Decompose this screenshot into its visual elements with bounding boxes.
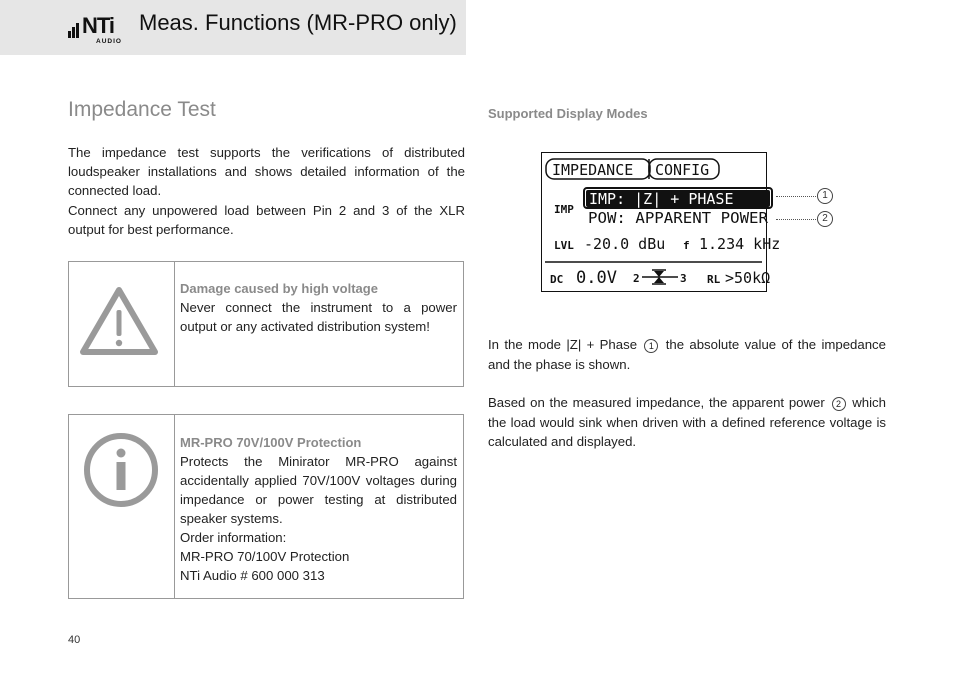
order-label: Order information: — [180, 530, 287, 545]
lcd-tab-impedance: IMPEDANCE — [552, 161, 634, 179]
logo-subtext: AUDIO — [96, 38, 122, 45]
lcd-side-label: IMP — [554, 203, 574, 216]
lcd-dc-label: DC — [550, 273, 564, 286]
nti-audio-logo — [68, 14, 128, 46]
callout-1-leader — [776, 196, 816, 197]
lcd-row-apparent-power: POW: APPARENT POWER — [588, 209, 770, 227]
lcd-f-label: f — [683, 239, 690, 252]
inline-callout-2: 2 — [832, 397, 846, 411]
warning-box — [68, 261, 464, 387]
chapter-title: Meas. Functions (MR-PRO only) — [139, 10, 457, 35]
callout-2-leader — [776, 219, 816, 220]
info-icon — [69, 415, 174, 525]
order-number: NTi Audio # 600 000 313 — [180, 568, 325, 583]
lcd-lvl-value: -20.0 dBu — [584, 235, 666, 253]
warning-triangle-icon — [69, 262, 174, 386]
order-product: MR-PRO 70/100V Protection — [180, 549, 350, 564]
warning-body: Never connect the instrument to a power output or any activated distribution system! — [180, 300, 457, 334]
lcd-lvl-label: LVL — [554, 239, 574, 252]
apparent-power-paragraph: Based on the measured impedance, the apparent power 2 which the load would sink when driven with a defined reference voltage is calculated and displayed. — [488, 395, 886, 449]
connection-paragraph: Connect any unpowered load between Pin 2 and 3 of the XLR output for best performance. — [68, 203, 465, 237]
logo-bars-icon — [68, 14, 80, 38]
info-heading: MR-PRO 70V/100V Protection — [180, 435, 362, 450]
lcd-f-value: 1.234 kHz — [699, 235, 781, 253]
page-header — [0, 0, 466, 55]
info-box — [68, 414, 464, 599]
lcd-tab-config: CONFIG — [655, 161, 710, 179]
lcd-row-impedance-phase: IMP: |Z| + PHASE — [589, 190, 734, 208]
intro-paragraph: The impedance test supports the verifications of distributed loudspeaker installations and shows detailed information of the connected load. — [68, 145, 465, 198]
lcd-rl-value: >50kΩ — [725, 269, 771, 287]
lcd-pin-b: 3 — [680, 272, 687, 285]
logo-text: NTi — [82, 13, 115, 38]
callout-1: 1 — [817, 188, 833, 204]
lcd-pin-a: 2 — [633, 272, 640, 285]
warning-heading: Damage caused by high voltage — [180, 281, 378, 296]
section-title: Impedance Test — [68, 98, 216, 121]
inline-callout-1: 1 — [644, 339, 658, 353]
lcd-xlr-connection-icon — [642, 270, 678, 284]
lcd-rl-label: RL — [707, 273, 721, 286]
callout-2: 2 — [817, 211, 833, 227]
info-body: Protects the Minirator MR-PRO against accidentally applied 70V/100V voltages during impedance or power testing at distributed speaker systems. — [180, 454, 457, 526]
page-number: 40 — [68, 634, 81, 646]
lcd-display — [541, 152, 781, 292]
lcd-dc-value: 0.0V — [576, 268, 617, 288]
display-modes-title: Supported Display Modes — [488, 106, 648, 121]
impedance-phase-paragraph: In the mode |Z| + Phase 1 the absolute value of the impedance and the phase is shown. — [488, 337, 886, 372]
